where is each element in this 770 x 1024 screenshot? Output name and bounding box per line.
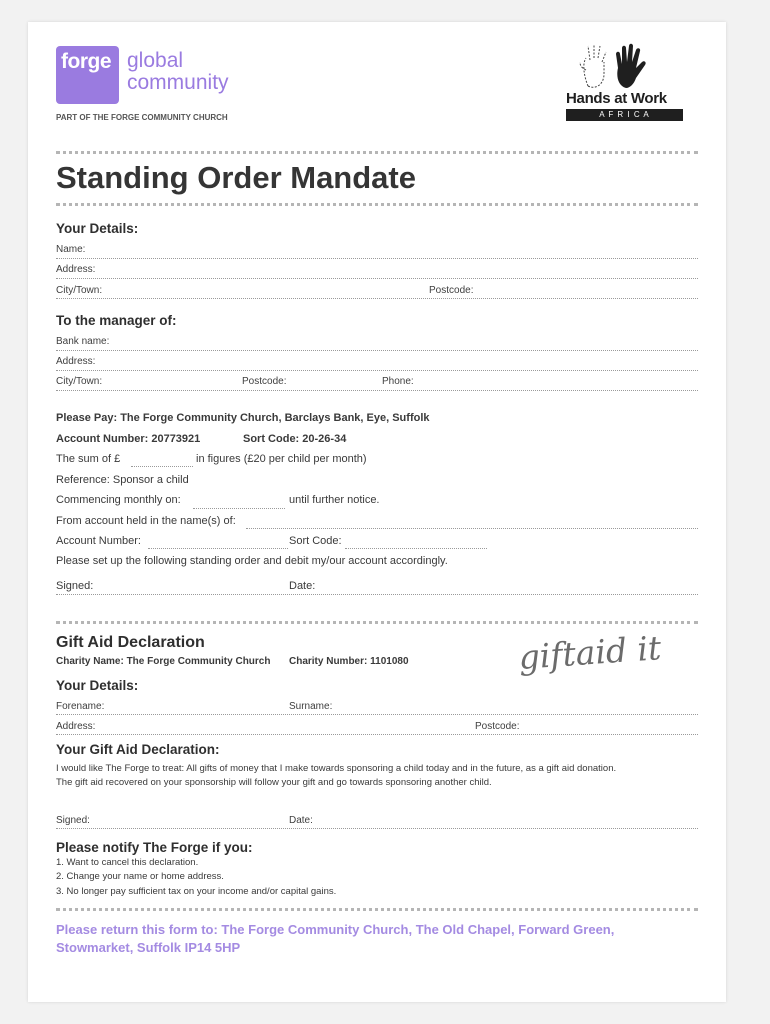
signature-field[interactable]: [56, 594, 698, 595]
notify-item: 1. Want to cancel this declaration.: [56, 857, 199, 868]
address-field[interactable]: [56, 278, 698, 279]
notify-heading: Please notify The Forge if you:: [56, 840, 253, 855]
payer-account-label: Account Number:: [56, 535, 141, 547]
commencing-date-field[interactable]: [193, 508, 285, 509]
bank-postcode-label: Postcode:: [242, 376, 287, 387]
name-field[interactable]: [56, 258, 698, 259]
instruction-text: Please set up the following standing order and debit my/our account accordingly.: [56, 555, 448, 567]
page-title: Standing Order Mandate: [56, 160, 416, 195]
tagline: PART OF THE FORGE COMMUNITY CHURCH: [56, 113, 228, 122]
forge-logo: [56, 46, 119, 104]
bank-city-field[interactable]: [56, 390, 698, 391]
notify-item: 3. No longer pay sufficient tax on your income and/or capital gains.: [56, 886, 337, 897]
address-label: Address:: [56, 264, 96, 275]
bank-city-label: City/Town:: [56, 376, 103, 387]
separator: [56, 908, 698, 911]
your-details-heading: Your Details:: [56, 221, 139, 236]
gift-aid-heading: Gift Aid Declaration: [56, 634, 205, 651]
bank-name-field[interactable]: [56, 350, 698, 351]
held-in-name-field[interactable]: [246, 528, 698, 529]
payer-account-field[interactable]: [148, 548, 288, 549]
payer-sort-code-label: Sort Code:: [289, 535, 342, 547]
gift-aid-details-heading: Your Details:: [56, 678, 139, 693]
partner-africa-bar: [566, 109, 683, 121]
commencing-suffix: until further notice.: [289, 494, 380, 506]
account-number: Account Number: 20773921: [56, 433, 201, 445]
signed-label: Signed:: [56, 580, 94, 592]
gift-aid-date-label: Date:: [289, 815, 313, 826]
bank-name-label: Bank name:: [56, 336, 110, 347]
bank-address-field[interactable]: [56, 370, 698, 371]
declaration-line-2: The gift aid recovered on your sponsorship will follow your gift and go towards sponsoring another child.: [56, 777, 492, 788]
return-address-line-2: Stowmarket, Suffolk IP14 5HP: [56, 940, 241, 955]
surname-label: Surname:: [289, 701, 333, 712]
separator: [56, 203, 698, 206]
gift-aid-signed-label: Signed:: [56, 815, 90, 826]
city-postcode-field[interactable]: [56, 298, 698, 299]
gift-aid-postcode-label: Postcode:: [475, 721, 520, 732]
gift-aid-address-field[interactable]: [56, 734, 698, 735]
forge-logo-word: forge: [61, 50, 111, 73]
partner-sub: A F R I C A: [599, 110, 650, 119]
partner-name: Hands at Work: [566, 90, 667, 107]
gift-aid-address-label: Address:: [56, 721, 96, 732]
date-label: Date:: [289, 580, 316, 592]
postcode-label: Postcode:: [429, 285, 474, 296]
gift-aid-logo: giftaid it: [517, 628, 663, 677]
hands-icon: [578, 40, 673, 92]
gift-aid-signature-field[interactable]: [56, 828, 698, 829]
manager-heading: To the manager of:: [56, 313, 177, 328]
held-in-name-label: From account held in the name(s) of:: [56, 515, 236, 527]
commencing-prefix: Commencing monthly on:: [56, 494, 181, 506]
bank-address-label: Address:: [56, 356, 96, 367]
separator: [56, 621, 698, 624]
sum-prefix: The sum of £: [56, 453, 121, 465]
pay-line: Please Pay: The Forge Community Church, Barclays Bank, Eye, Suffolk: [56, 412, 430, 424]
sum-suffix: in figures (£20 per child per month): [196, 453, 367, 465]
declaration-line-1: I would like The Forge to treat: All gifts of money that I make towards sponsoring a child today and in the future, as a gift aid donation.: [56, 763, 617, 774]
city-label: City/Town:: [56, 285, 103, 296]
bank-phone-label: Phone:: [382, 376, 414, 387]
sum-field[interactable]: [131, 466, 193, 467]
reference: Reference: Sponsor a child: [56, 474, 189, 486]
declaration-heading: Your Gift Aid Declaration:: [56, 742, 220, 757]
charity-number: Charity Number: 1101080: [289, 656, 409, 667]
notify-item: 2. Change your name or home address.: [56, 871, 224, 882]
logo-community: community: [127, 71, 229, 94]
charity-name: Charity Name: The Forge Community Church: [56, 656, 271, 667]
separator: [56, 151, 698, 154]
payer-sort-code-field[interactable]: [345, 548, 487, 549]
logo-global: global: [127, 49, 184, 72]
return-address-line-1: Please return this form to: The Forge Community Church, The Old Chapel, Forward Green,: [56, 922, 615, 937]
sort-code: Sort Code: 20-26-34: [243, 433, 347, 445]
forename-label: Forename:: [56, 701, 105, 712]
name-fields[interactable]: [56, 714, 698, 715]
name-label: Name:: [56, 244, 86, 255]
